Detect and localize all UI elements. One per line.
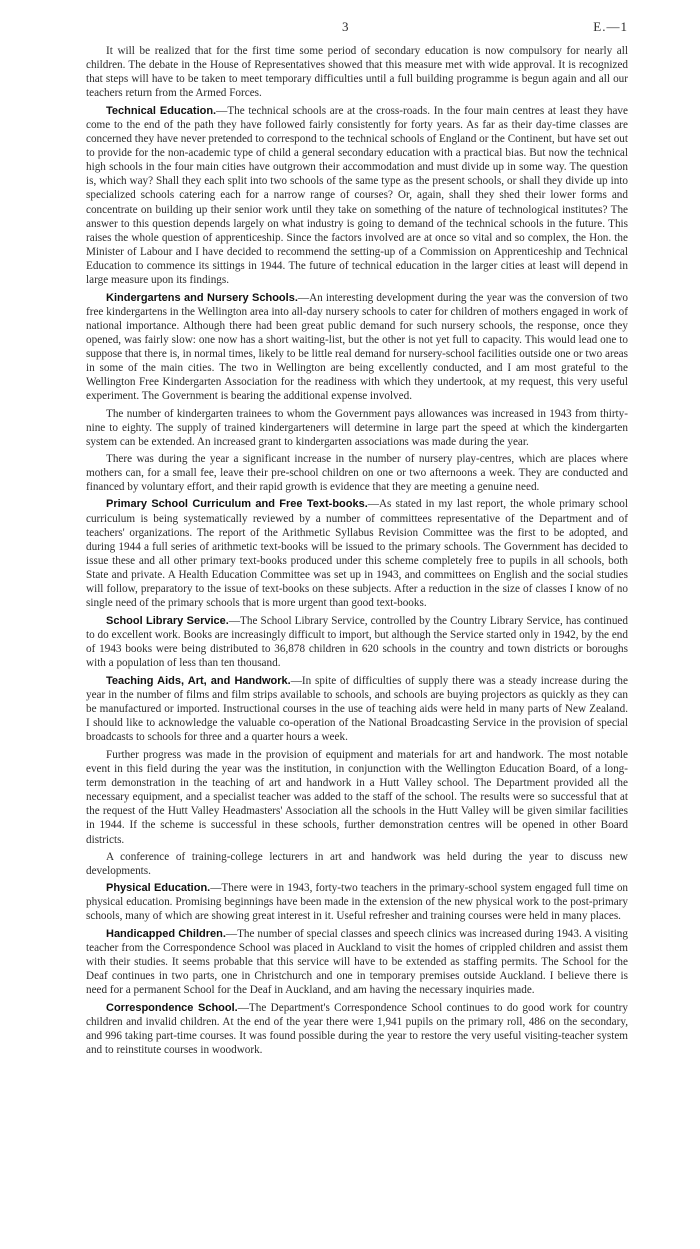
paragraph-text: —An interesting development during the year was the conversion of two free kindergartens in the Wellington area into all-day nursery schools to cater for children of mothers engaged in work of national importance. Although there had been great public demand for such nursery schools, the response, once they opened, was fairly slow: one now has a short waiting-list, but the other is not yet full to capacity. This would lead one to suppose that there is, in normal times, likely to be little real demand for nursery-school facilities outside one or two areas in some of the main cities. The two in Wellington are being excellently conducted, and I am most grateful to the Wellington Free Kindergarten Association for the readiness with which they undertook, at my request, this very useful experiment. The Government is bearing the additional expense involved.	[86, 291, 629, 403]
paragraph-kindergartens	[86, 291, 628, 403]
section-heading-technical-education: Technical Education.	[106, 105, 217, 118]
paragraph-teaching-aids	[86, 674, 628, 744]
paragraph-text: —The Department's Correspondence School continues to do good work for country children and invalid children. At the end of the year there were 1,941 pupils on the primary roll, 486 on the secondary, and 996 taking part-time courses. It was found possible during the year to restore the very useful visiting-teacher system and to reinstitute courses in woodwork.	[86, 1002, 628, 1057]
paragraph-technical-education	[86, 104, 628, 287]
paragraph-primary-curriculum	[86, 497, 628, 609]
paragraph-text: —The technical schools are at the cross-roads. In the four main centres at least they have come to the end of the path they have followed fairly consistently for forty years. As far as their day-time classes are concerned they have never pretended to correspond to the technical schools of England or the Continent, but have set out to provide for the non-academic type of child a general secondary education with a practical bias. But now the technical high schools in the four main cities have outgrown their accommodation and must divide up in some way. The question is, which way? Shall they each split into two schools of the same type as the present schools, or shall they divide up into specialized schools catering each for a narrow range of courses? Or, again, shall they shed their lower forms and concentrate on building up their senior work until they take on something of the nature of technological institutes? The answer to this question depends largely on what industry is going to demand of the technical schools in the future. This raises the whole question of apprenticeship. Since the factors involved are at once so vital and so complex, the Hon. the Minister of Labour and I have decided to recommend the setting-up of a Commission on Apprenticeship and Technical Education to commence its sittings in 1944. The future of technical education in the larger cities at least will depend in large measure upon its findings.	[86, 105, 628, 286]
paragraph-physical-education	[86, 881, 628, 923]
paragraph-text: —There were in 1943, forty-two teachers in the primary-school system engaged full time on physical education. Promising beginnings have been made in the extension of the new physical work to the post-primary schools, many of which are showing great interest in it. Useful refresher and training courses were held in many places.	[86, 881, 629, 922]
section-heading-physical-education: Physical Education.	[106, 881, 211, 894]
document-reference: E.—1	[593, 19, 628, 34]
paragraph-text: There was during the year a significant increase in the number of nursery play-centres, which are places where mothers can, for a small fee, leave their pre-school children on one or two afternoons a week. They are conducted and financed by voluntary effort, and their rapid growth is evidence that they are meeting a genuine need.	[86, 453, 628, 494]
document-page	[86, 20, 628, 1061]
section-heading-teaching-aids: Teaching Aids, Art, and Handwork.	[106, 675, 291, 688]
paragraph-correspondence-school	[86, 1001, 628, 1057]
paragraph-text: —As stated in my last report, the whole primary school curriculum is being systematically reviewed by a number of committees representative of the Department and of teachers' organizations. The report of the Arithmetic Syllabus Revision Committee was the first to be adopted, and during 1944 a full series of arithmetic text-books will be issued to the primary schools. The Government has decided to issue these and all other primary text-books produced under this scheme completely free to pupils in all schools, both State and private. A Health Education Committee was set up in 1943, and committees on English and the social studies will follow, preparatory to the issue of text-books on these subjects. After a reduction in the size of classes I know of no single need of the primary schools that is more urgent than good text-books.	[86, 498, 628, 609]
paragraph-text: —The number of special classes and speech clinics was increased during 1943. A visiting teacher from the Correspondence School was placed in Auckland to visit the homes of crippled children and assist them with their studies. It seems probable that this service will have to be extended as staffing permits. The School for the Deaf continues in two parts, one in Christchurch and one in temporary premises outside Auckland. I believe there is need for a permanent School for the Deaf in Auckland, and am having the necessary inquiries made.	[86, 927, 628, 996]
paragraph-text: —In spite of difficulties of supply there was a steady increase during the year in the number of films and film strips available to schools, and schools are buying projectors as quickly as they can be manufactured or imported. Instructional courses in the use of teaching aids were held in many parts of New Zealand. I should like to acknowledge the valuable co-operation of the National Broadcasting Service in the provision of special broadcasts to schools for three and a quarter hours a week.	[86, 675, 628, 744]
paragraph-school-library	[86, 614, 628, 670]
paragraph-play-centres	[86, 452, 628, 494]
section-heading-primary-curriculum: Primary School Curriculum and Free Text-books.	[106, 498, 368, 511]
section-heading-handicapped-children: Handicapped Children.	[106, 927, 226, 940]
paragraph-text: —The School Library Service, controlled by the Country Library Service, has continued to do excellent work. Books are increasingly difficult to import, but although the Service started only in 1942, by the end of 1943 books were being distributed to 36,878 children in 620 schools in the country and town districts or boroughs with a population of less than ten thousand.	[86, 614, 628, 669]
paragraph-text: A conference of training-college lecturers in art and handwork was held during the year to discuss new developments.	[86, 850, 628, 877]
paragraph-text: It will be realized that for the first time some period of secondary education is now compulsory for nearly all children. The debate in the House of Representatives showed that this measure met with wide approval. It is recognized that steps will have to be taken to meet temporary difficulties until a full building programme is begun again and all our teachers return from the Armed Forces.	[86, 45, 628, 100]
paragraph-compulsory-secondary	[86, 44, 628, 100]
page-number: 3	[342, 19, 349, 34]
paragraph-kindergarten-trainees	[86, 407, 628, 449]
paragraph-handicapped-children	[86, 927, 628, 997]
section-heading-correspondence-school: Correspondence School.	[106, 1002, 238, 1015]
section-heading-school-library: School Library Service.	[106, 614, 229, 627]
paragraph-text: Further progress was made in the provision of equipment and materials for art and handwork. The most notable event in this field during the year was the institution, in conjunction with the Wellington Education Board, of a long-term demonstration in the teaching of art and handwork in a Hutt Valley school. The Department provided all the necessary equipment, and a specialist teacher was added to the staff of the school. The results were so successful that at the request of the Hutt Valley Headmasters' Association all the schools in the Hutt Valley will be given similar facilities in 1944. If the scheme is successful in these schools, further demonstration centres will be opened in other Board districts.	[86, 749, 628, 846]
section-heading-kindergartens: Kindergartens and Nursery Schools.	[106, 291, 298, 304]
paragraph-art-handwork	[86, 748, 628, 846]
paragraph-training-conference	[86, 850, 628, 878]
paragraph-text: The number of kindergarten trainees to whom the Government pays allowances was increased in 1943 from thirty-nine to eighty. The supply of trained kindergarteners will determine in large part the speed at which the kindergarten system can be extended. An increased grant to kindergarten associations was made during the year.	[86, 408, 628, 449]
page-header	[86, 20, 628, 36]
